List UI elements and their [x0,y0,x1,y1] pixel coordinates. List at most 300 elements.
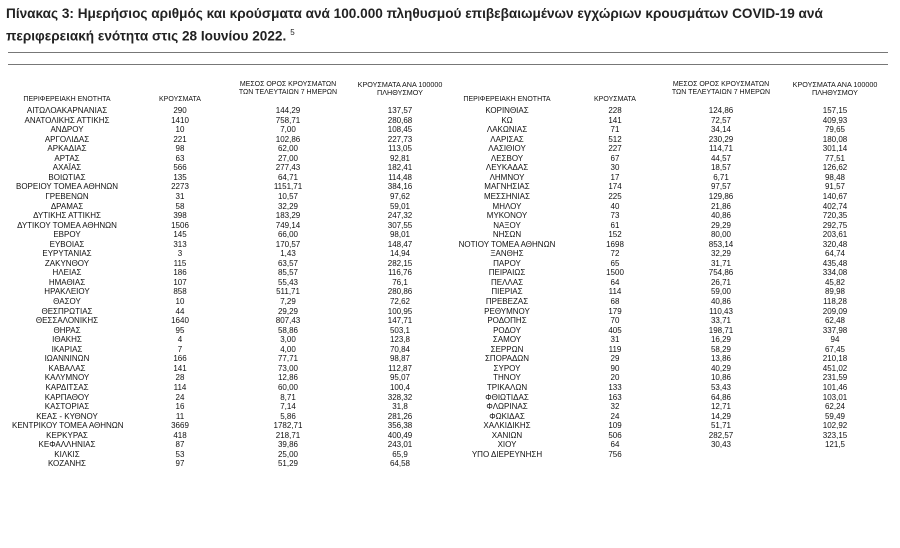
region-cell: ΚΑΒΑΛΑΣ [48,363,86,373]
region-cell: ΦΘΙΩΤΙΔΑΣ [485,392,529,402]
region-cell: ΣΠΟΡΑΔΩΝ [484,354,530,364]
per100k-cell: 243,01 [387,440,413,450]
per100k-cell: 121,5 [824,440,846,450]
cases-cell: 107 [173,277,187,287]
avg7-cell: 3,00 [280,335,296,345]
region-cell: ΒΟΡΕΙΟΥ ΤΟΜΕΑ ΑΘΗΝΩΝ [15,182,119,192]
avg7-cell: 51,71 [710,421,732,431]
cases-cell: 71 [610,125,620,135]
cases-cell: 2273 [171,182,189,192]
cases-cell: 228 [608,106,622,115]
cases-cell: 28 [175,373,185,383]
per100k-cell: 45,82 [824,277,846,287]
avg7-cell: 64,86 [710,392,732,402]
region-cell: ΘΕΣΠΡΩΤΙΑΣ [41,306,93,316]
region-cell: ΘΕΣΣΑΛΟΝΙΚΗΣ [35,316,99,326]
region-cell: ΤΡΙΚΑΛΩΝ [486,382,528,392]
per100k-cell: 227,73 [387,134,413,144]
cases-cell: 141 [608,115,622,125]
avg7-cell: 198,71 [708,325,734,335]
cases-cell: 1506 [171,220,189,230]
per100k-cell: 97,62 [389,191,411,201]
cases-cell: 3669 [171,421,189,431]
region-cell: ΗΡΑΚΛΕΙΟΥ [44,287,90,297]
second-rule [8,64,888,65]
per100k-cell: 116,76 [388,268,412,278]
region-cell: ΕΒΡΟΥ [53,230,81,240]
per100k-cell: 323,15 [822,430,848,440]
top-rule [8,52,888,53]
per100k-cell: 328,32 [387,392,413,402]
cases-cell: 141 [173,363,187,373]
region-cell: ΧΙΟΥ [497,440,517,450]
cases-cell: 98 [175,144,185,154]
per100k-cell: 94 [830,335,840,345]
region-cell: ΧΑΛΚΙΔΙΚΗΣ [483,421,531,431]
region-cell: ΔΥΤΙΚΗΣ ΑΤΤΙΚΗΣ [33,211,101,221]
region-cell: ΡΟΔΟΠΗΣ [487,316,527,326]
per100k-cell: 62,24 [824,402,846,412]
region-cell: ΚΕΑΣ - ΚΥΘΝΟΥ [36,411,98,421]
avg7-cell: 59,00 [710,287,732,297]
cases-cell: 566 [173,163,187,173]
cases-cell: 109 [608,421,622,431]
per100k-cell: 100,4 [389,382,411,392]
region-cell: ΙΩΑΝΝΙΝΩΝ [44,354,90,364]
avg7-cell: 754,86 [708,268,734,278]
region-cell: ΕΥΒΟΙΑΣ [49,239,85,249]
avg7-cell: 170,57 [275,239,301,249]
cases-cell: 405 [608,325,622,335]
per100k-cell: 231,59 [822,373,848,383]
region-cell: ΑΧΑΪΑΣ [52,163,82,173]
avg7-cell: 218,71 [275,430,301,440]
per100k-cell: 65,9 [392,449,408,459]
per100k-cell: 280,86 [387,287,413,297]
per100k-cell: 123,8 [389,335,411,345]
avg7-cell: 282,57 [708,430,734,440]
cases-cell: 65 [610,258,620,268]
cases-cell: 858 [173,287,187,297]
region-cell: ΚΕΦΑΛΛΗΝΙΑΣ [38,440,96,450]
region-cell: ΗΛΕΙΑΣ [52,268,82,278]
caption-text: Πίνακας 3: Ημερήσιος αριθμός και κρούσματα ανά 100.000 πληθυσμού επιβεβαιωμένων εγχώριων κρουσμάτων COVID-19 ανά περιφερειακή ενότητα στις 28 Ιουνίου 2022. [6,6,823,44]
region-cell: ΜΕΣΣΗΝΙΑΣ [484,191,530,201]
per100k-cell: 89,98 [824,287,846,297]
per100k-cell: 62,48 [824,316,846,326]
cases-cell: 53 [175,449,185,459]
per100k-cell: 503,1 [389,325,411,335]
region-cell: ΚΕΡΚΥΡΑΣ [46,430,88,440]
per100k-cell: 98,01 [389,230,411,240]
cases-cell: 418 [173,430,187,440]
cases-cell: 756 [608,449,622,459]
right-header-cases: ΚΡΟΥΣΜΑΤΑ [594,96,636,103]
region-cell: ΙΚΑΡΙΑΣ [51,344,83,354]
per100k-cell: 435,48 [822,258,848,268]
footnote-reference: 5 [290,28,295,37]
cases-cell: 10 [175,125,185,135]
cases-cell: 70 [610,316,620,326]
avg7-cell: 807,43 [275,316,301,326]
region-cell: ΜΗΛΟΥ [492,201,522,211]
region-cell: ΣΥΡΟΥ [493,363,521,373]
avg7-cell: 1782,71 [273,421,303,431]
avg7-cell: 21,86 [710,201,732,211]
region-cell: ΑΡΤΑΣ [54,153,80,163]
region-cell: ΠΕΛΛΑΣ [490,277,524,287]
per100k-cell: 140,67 [822,191,848,201]
region-cell: ΦΛΩΡΙΝΑΣ [486,402,528,412]
region-cell: ΜΥΚΟΝΟΥ [486,211,528,221]
per100k-cell: 210,18 [822,354,848,364]
avg7-cell: 97,57 [710,182,732,192]
avg7-cell: 25,00 [277,449,299,459]
cases-cell: 398 [173,211,187,221]
avg7-cell: 64,71 [277,172,299,182]
avg7-cell: 34,14 [710,125,732,135]
cases-cell: 225 [608,191,622,201]
cases-cell: 227 [608,144,622,154]
region-cell: ΕΥΡΥΤΑΝΙΑΣ [42,249,92,259]
per100k-cell: 98,48 [824,172,846,182]
region-cell: ΑΡΚΑΔΙΑΣ [47,144,87,154]
cases-cell: 506 [608,430,622,440]
avg7-cell: 72,57 [710,115,732,125]
per100k-cell: 100,95 [387,306,413,316]
region-cell: ΑΙΤΩΛΟΑΚΑΡΝΑΝΙΑΣ [26,106,108,115]
cases-cell: 174 [608,182,622,192]
cases-cell: 72 [610,249,620,259]
region-cell: ΛΑΡΙΣΑΣ [490,134,524,144]
avg7-cell: 55,43 [277,277,299,287]
per100k-cell: 247,32 [387,211,413,221]
per100k-cell: 108,45 [387,125,413,135]
table-caption [6,4,891,46]
region-cell: ΛΕΥΚΑΔΑΣ [485,163,529,173]
right-header-avg7: ΜΕΣΟΣ ΟΡΟΣ ΚΡΟΥΣΜΑΤΩΝ ΤΩΝ ΤΕΛΕΥΤΑΙΩΝ 7 ΗΜΕΡΩΝ [671,81,771,96]
region-cell: ΚΕΝΤΡΙΚΟΥ ΤΟΜΕΑ ΑΘΗΝΩΝ [12,421,124,431]
region-cell: ΧΑΝΙΩΝ [491,430,523,440]
region-cell: ΠΕΙΡΑΙΩΣ [488,268,526,278]
per100k-cell: 92,81 [389,153,411,163]
cases-cell: 145 [173,230,187,240]
per100k-cell: 282,15 [387,258,413,268]
per100k-cell: 67,45 [824,344,846,354]
per100k-cell: 59,49 [824,411,846,421]
avg7-cell: 114,71 [709,144,733,154]
cases-cell: 31 [175,191,185,201]
avg7-cell: 853,14 [708,239,734,249]
avg7-cell: 10,57 [277,191,299,201]
per100k-cell: 334,08 [822,268,848,278]
per100k-cell: 77,51 [824,153,846,163]
cases-cell: 90 [610,363,620,373]
region-cell: ΑΡΓΟΛΙΔΑΣ [44,134,90,144]
per100k-cell: 64,74 [824,249,846,259]
avg7-cell: 129,86 [708,191,734,201]
region-cell: ΤΗΝΟΥ [493,373,521,383]
per100k-cell: 147,71 [387,316,413,326]
avg7-cell: 14,29 [710,411,732,421]
avg7-cell: 124,86 [708,106,734,115]
avg7-cell: 183,29 [275,211,301,221]
avg7-cell: 511,71 [276,287,300,297]
region-cell: ΔΡΑΜΑΣ [50,201,84,211]
avg7-cell: 749,14 [275,220,301,230]
cases-cell: 63 [175,153,185,163]
per100k-cell: 72,62 [389,297,411,306]
cases-cell: 73 [610,211,620,221]
avg7-cell: 18,57 [710,163,732,173]
per100k-cell: 402,74 [822,201,848,211]
avg7-cell: 40,29 [710,363,732,373]
avg7-cell: 102,86 [275,134,301,144]
avg7-cell: 33,71 [710,316,732,326]
avg7-cell: 77,71 [277,354,299,364]
cases-cell: 17 [610,172,620,182]
avg7-cell: 40,86 [710,211,732,221]
right-header-region: ΠΕΡΙΦΕΡΕΙΑΚΗ ΕΝΟΤΗΤΑ [463,96,551,103]
cases-cell: 133 [608,382,622,392]
per100k-cell: 384,16 [387,182,413,192]
avg7-cell: 85,57 [277,268,299,278]
avg7-cell: 39,86 [277,440,299,450]
per100k-cell: 70,84 [389,344,411,354]
per100k-cell: 137,57 [387,106,413,115]
region-cell: ΛΕΣΒΟΥ [490,153,524,163]
region-cell: ΠΡΕΒΕΖΑΣ [485,297,529,306]
per100k-cell: 148,47 [387,239,413,249]
per100k-cell: 356,38 [387,421,413,431]
per100k-cell: 14,94 [389,249,411,259]
per100k-cell: 281,26 [387,411,413,421]
per100k-cell: 203,61 [822,230,848,240]
region-cell: ΙΘΑΚΗΣ [52,335,82,345]
cases-cell: 24 [610,411,620,421]
cases-cell: 16 [175,402,185,412]
per100k-cell: 98,87 [389,354,411,364]
cases-cell: 95 [175,325,185,335]
avg7-cell: 80,00 [710,230,732,240]
region-cell: ΘΗΡΑΣ [53,325,81,335]
region-cell: ΝΟΤΙΟΥ ΤΟΜΕΑ ΑΘΗΝΩΝ [458,239,556,249]
left-header-per100k: ΚΡΟΥΣΜΑΤΑ ΑΝΑ 100000 ΠΛΗΘΥΣΜΟΥ [357,80,443,97]
per100k-cell: 103,01 [822,392,848,402]
cases-cell: 114 [173,382,187,392]
per100k-cell: 180,08 [822,134,848,144]
per100k-cell: 101,46 [822,382,848,392]
cases-cell: 67 [610,153,620,163]
region-cell: ΡΟΔΟΥ [493,325,521,335]
per100k-cell: 720,35 [822,211,848,221]
per100k-cell: 64,58 [389,459,411,469]
avg7-cell: 16,29 [710,335,732,345]
avg7-cell: 110,43 [709,306,733,316]
per100k-cell: 79,65 [824,125,846,135]
avg7-cell: 62,00 [277,144,299,154]
region-cell: ΦΩΚΙΔΑΣ [489,411,525,421]
per100k-cell: 91,57 [824,182,846,192]
avg7-cell: 51,29 [277,459,299,469]
region-cell: ΣΕΡΡΩΝ [490,344,524,354]
per100k-cell: 114,48 [388,172,412,182]
per100k-cell: 451,02 [822,363,848,373]
avg7-cell: 12,71 [710,402,732,412]
left-header-region: ΠΕΡΙΦΕΡΕΙΑΚΗ ΕΝΟΤΗΤΑ [23,96,111,103]
cases-cell: 58 [175,201,185,211]
avg7-cell: 27,00 [277,153,299,163]
region-cell: ΚΑΡΠΑΘΟΥ [44,392,90,402]
cases-cell: 68 [610,297,620,306]
avg7-cell: 63,57 [277,258,299,268]
avg7-cell: 277,43 [275,163,301,173]
avg7-cell: 40,86 [710,297,732,306]
left-header-avg7: ΜΕΣΟΣ ΟΡΟΣ ΚΡΟΥΣΜΑΤΩΝ ΤΩΝ ΤΕΛΕΥΤΑΙΩΝ 7 ΗΜΕΡΩΝ [238,81,338,96]
cases-cell: 221 [173,134,187,144]
cases-cell: 7 [177,344,183,354]
per100k-cell: 280,68 [387,115,413,125]
avg7-cell: 7,14 [280,402,296,412]
avg7-cell: 29,29 [277,306,299,316]
cases-cell: 30 [610,163,620,173]
avg7-cell: 10,86 [710,373,732,383]
avg7-cell: 12,86 [277,373,299,383]
avg7-cell: 13,86 [710,354,732,364]
avg7-cell: 1,43 [280,249,296,259]
cases-cell: 24 [175,392,185,402]
cases-cell: 135 [173,172,187,182]
cases-cell: 29 [610,354,620,364]
region-cell: ΞΑΝΘΗΣ [490,249,524,259]
per100k-cell: 126,62 [822,163,848,173]
avg7-cell: 58,86 [277,325,299,335]
left-header-cases: ΚΡΟΥΣΜΑΤΑ [159,96,201,103]
avg7-cell: 26,71 [710,277,732,287]
region-cell: ΝΗΣΩΝ [492,230,522,240]
cases-cell: 512 [608,134,622,144]
region-cell: ΑΝΑΤΟΛΙΚΗΣ ΑΤΤΙΚΗΣ [24,115,110,125]
cases-cell: 115 [173,258,187,268]
cases-cell: 313 [173,239,187,249]
avg7-cell: 144,29 [275,106,301,115]
region-cell: ΠΙΕΡΙΑΣ [491,287,523,297]
per100k-cell: 31,8 [392,402,408,412]
per100k-cell: 307,55 [387,220,413,230]
per100k-cell: 95,07 [389,373,411,383]
per100k-cell: 76,1 [392,277,408,287]
avg7-cell: 32,29 [277,201,299,211]
cases-cell: 152 [608,230,622,240]
per100k-cell: 118,28 [823,297,847,306]
avg7-cell: 758,71 [275,115,301,125]
per100k-cell: 320,48 [822,239,848,249]
region-cell: ΠΑΡΟΥ [493,258,521,268]
cases-cell: 31 [610,335,620,345]
per100k-cell: 337,98 [822,325,848,335]
cases-cell: 61 [610,220,620,230]
cases-cell: 1500 [606,268,624,278]
avg7-cell: 32,29 [710,249,732,259]
region-cell: ΚΟΡΙΝΘΙΑΣ [485,106,529,115]
per100k-cell: 113,05 [388,144,412,154]
region-cell: ΒΟΙΩΤΙΑΣ [48,172,86,182]
cases-cell: 119 [608,344,622,354]
region-cell: ΜΑΓΝΗΣΙΑΣ [484,182,530,192]
region-cell: ΣΑΜΟΥ [492,335,522,345]
per100k-cell: 209,09 [822,306,848,316]
region-cell: ΝΑΞΟΥ [493,220,521,230]
region-cell: ΚΑΛΥΜΝΟΥ [44,373,90,383]
cases-cell: 1410 [171,115,189,125]
cases-cell: 40 [610,201,620,211]
region-cell: ΚΑΡΔΙΤΣΑΣ [45,382,89,392]
region-cell: ΛΑΣΙΘΙΟΥ [488,144,526,154]
avg7-cell: 60,00 [277,382,299,392]
cases-cell: 44 [175,306,185,316]
region-cell: ΚΟΖΑΝΗΣ [47,459,87,469]
cases-cell: 163 [608,392,622,402]
region-cell: ΚΑΣΤΟΡΙΑΣ [44,402,90,412]
cases-cell: 64 [610,277,620,287]
right-header-per100k: ΚΡΟΥΣΜΑΤΑ ΑΝΑ 100000 ΠΛΗΘΥΣΜΟΥ [792,80,878,97]
avg7-cell: 31,71 [710,258,732,268]
per100k-cell: 400,49 [387,430,413,440]
cases-cell: 87 [175,440,185,450]
avg7-cell: 6,71 [713,172,729,182]
cases-cell: 32 [610,402,620,412]
per100k-cell: 102,92 [822,421,848,431]
cases-cell: 64 [610,440,620,450]
avg7-cell: 53,43 [710,382,732,392]
avg7-cell: 4,00 [280,344,296,354]
cases-cell: 179 [608,306,622,316]
per100k-cell: 112,87 [388,363,412,373]
region-cell: ΡΕΘΥΜΝΟΥ [484,306,530,316]
region-cell: ΖΑΚΥΝΘΟΥ [44,258,90,268]
region-cell: ΚΩ [501,115,513,125]
cases-cell: 1640 [171,316,189,326]
cases-cell: 11 [175,411,185,421]
per100k-cell: 157,15 [822,106,848,115]
region-cell: ΓΡΕΒΕΝΩΝ [45,191,89,201]
avg7-cell: 7,00 [280,125,296,135]
per100k-cell: 301,14 [822,144,848,154]
avg7-cell: 230,29 [708,134,734,144]
cases-cell: 3 [177,249,183,259]
avg7-cell: 73,00 [277,363,299,373]
per100k-cell: 409,93 [822,115,848,125]
per100k-cell: 59,01 [389,201,411,211]
avg7-cell: 1151,71 [273,182,303,192]
cases-cell: 290 [173,106,187,115]
region-cell: ΛΑΚΩΝΙΑΣ [486,125,528,135]
cases-cell: 166 [173,354,187,364]
avg7-cell: 8,71 [280,392,296,402]
region-cell: ΚΙΛΚΙΣ [54,449,80,459]
cases-cell: 4 [177,335,183,345]
avg7-cell: 30,43 [710,440,732,450]
cases-cell: 10 [175,297,185,306]
per100k-cell: 182,41 [387,163,413,173]
region-cell: ΥΠΟ ΔΙΕΡΕΥΝΗΣΗ [471,449,543,459]
region-cell: ΔΥΤΙΚΟΥ ΤΟΜΕΑ ΑΘΗΝΩΝ [17,220,117,230]
avg7-cell: 7,29 [280,297,296,306]
region-cell: ΑΝΔΡΟΥ [50,125,84,135]
region-cell: ΛΗΜΝΟΥ [489,172,525,182]
cases-cell: 1698 [606,239,624,249]
avg7-cell: 44,57 [710,153,732,163]
